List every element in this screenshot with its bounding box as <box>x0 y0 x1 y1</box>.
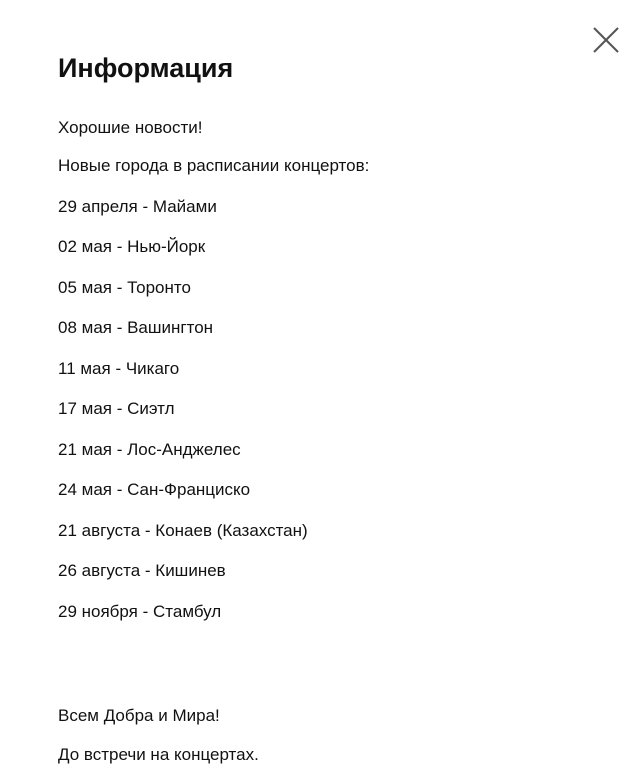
schedule-item: 08 мая - Вашингтон <box>58 318 214 337</box>
schedule-item: 17 мая - Сиэтл <box>58 399 175 418</box>
schedule-item: 02 мая - Нью-Йорк <box>58 237 206 256</box>
schedule-item: 29 ноября - Стамбул <box>58 602 222 621</box>
schedule-item: 21 августа - Конаев (Казахстан) <box>58 521 308 540</box>
dialog-title: Информация <box>58 53 234 83</box>
schedule-item: 29 апреля - Майами <box>58 197 217 216</box>
intro-text: Хорошие новости! <box>58 118 203 137</box>
schedule-item: 05 мая - Торонто <box>58 278 191 297</box>
closing-text: Всем Добра и Мира! <box>58 706 220 725</box>
schedule-item: 11 мая - Чикаго <box>58 359 180 378</box>
schedule-item: 26 августа - Кишинев <box>58 561 226 580</box>
schedule-item: 24 мая - Сан-Франциско <box>58 480 251 499</box>
farewell-text: До встречи на концертах. <box>58 745 259 764</box>
close-button[interactable] <box>592 26 620 54</box>
schedule-item: 21 мая - Лос-Анджелес <box>58 440 241 459</box>
close-icon <box>592 26 620 54</box>
schedule-subtitle: Новые города в расписании концертов: <box>58 156 370 175</box>
